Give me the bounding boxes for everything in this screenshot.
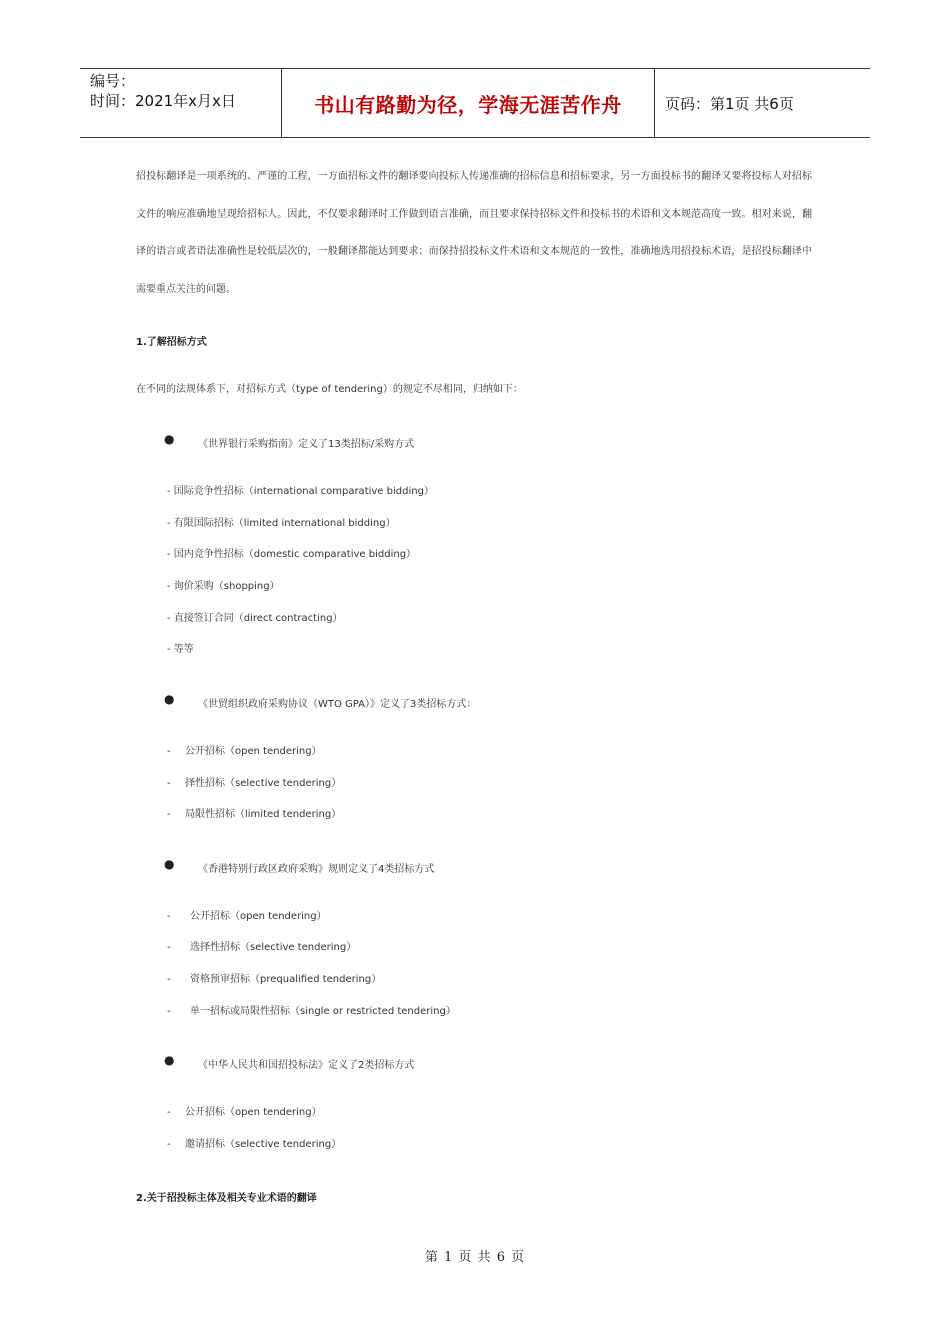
- section-2-title: 2.关于招投标主体及相关专业术语的翻译: [136, 1193, 317, 1204]
- number-label: 编号：: [90, 72, 136, 90]
- group-3-heading: 《香港特别行政区政府采购》规则定义了4类招标方式: [198, 864, 435, 875]
- document-header: [80, 68, 870, 138]
- list-item: - 询价采购（shopping）: [167, 581, 280, 592]
- header-motto: 书山有路勤为径，学海无涯苦作舟: [281, 69, 655, 137]
- list-item: - 直接签订合同（direct contracting）: [167, 613, 343, 624]
- intro-block: [136, 158, 812, 308]
- header-page-label: 页码：第1页 共6页: [665, 94, 794, 113]
- section-1-lead: 在不同的法规体系下，对招标方式（type of tendering）的规定不尽相同，归纳如下：: [136, 384, 523, 395]
- intro-paragraph: 招投标翻译是一项系统的、严谨的工程，一方面招标文件的翻译要向投标人传递准确的招标信息和招标要求，另一方面投标书的翻译又要将投标人对招标文件的响应准确地呈现给招标人。因此，不仅要求翻译时工作做到语言准确，而且要求保持招标文件和投标书的术语和文本规范高度一致。相对来说，翻译的语言或者语法准确性是较低层次的，一般翻译都能达到要求；而保持招投标文件术语和文本规范的一致性，准确地选用招投标术语，是招投标翻译中需要重点关注的问题。: [136, 171, 812, 295]
- time-label: 时间：2021年x月x日: [90, 92, 236, 110]
- list-item: - 等等: [167, 644, 194, 655]
- list-item: - 国际竞争性招标（international comparative bidding）: [167, 486, 434, 497]
- header-left-cell: [80, 69, 281, 137]
- list-item: - 资格预审招标（prequalified tendering）: [167, 974, 382, 985]
- group-2-heading: 《世贸组织政府采购协议（WTO GPA）》定义了3类招标方式：: [198, 699, 477, 710]
- list-item: - 公开招标（open tendering）: [167, 911, 327, 922]
- list-item: - 局限性招标（limited tendering）: [167, 809, 342, 820]
- list-item: - 公开招标（open tendering）: [167, 746, 322, 757]
- list-item: - 单一招标或局限性招标（single or restricted tendering）: [167, 1006, 456, 1017]
- list-item: - 公开招标（open tendering）: [167, 1107, 322, 1118]
- list-item: - 选择性招标（selective tendering）: [167, 942, 357, 953]
- bullet-icon: ●: [164, 432, 175, 446]
- group-4-heading: 《中华人民共和国招投标法》定义了2类招标方式: [198, 1060, 415, 1071]
- group-1-heading: 《世界银行采购指南》定义了13类招标/采购方式: [198, 439, 415, 450]
- list-item: - 择性招标（selective tendering）: [167, 778, 342, 789]
- list-item: - 有限国际招标（limited international bidding）: [167, 518, 396, 529]
- bullet-icon: ●: [164, 857, 175, 871]
- list-item: - 国内竞争性招标（domestic comparative bidding）: [167, 549, 417, 560]
- list-item: - 邀请招标（selective tendering）: [167, 1139, 342, 1150]
- page-footer: 第 1 页 共 6 页: [424, 1250, 526, 1265]
- bullet-icon: ●: [164, 1053, 175, 1067]
- bullet-icon: ●: [164, 692, 175, 706]
- section-1-title: 1.了解招标方式: [136, 337, 207, 348]
